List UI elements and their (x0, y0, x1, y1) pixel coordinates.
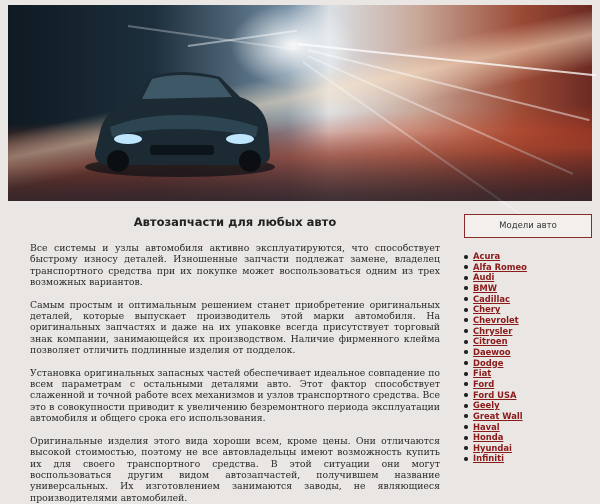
sidebar-item-chrysler[interactable]: Chrysler (464, 326, 592, 337)
sidebar-item-ford[interactable]: Ford (464, 379, 592, 390)
sidebar-item-ford-usa[interactable]: Ford USA (464, 390, 592, 401)
sidebar-item-infiniti[interactable]: Infiniti (464, 453, 592, 464)
sidebar-item-haval[interactable]: Haval (464, 422, 592, 433)
sidebar-item-alfa-romeo[interactable]: Alfa Romeo (464, 262, 592, 273)
article-paragraph: Установка оригинальных запасных частей обеспечивает идеальное совпадение по всем параметрам с остальными деталями авто. Этот фактор способствует слаженной и точной работе всех механизмов и узлов транспортного средства. Все это в совокупности приводит к увеличению безремонтного периода эксплуатации автомобиля и общего срока его использования. (30, 367, 440, 425)
sidebar-item-fiat[interactable]: Fiat (464, 368, 592, 379)
article-paragraph: Самым простым и оптимальным решением станет приобретение оригинальных деталей, которые выпускает производитель этой марки автомобиля. На оригинальных запчастях и даже на их упаковке всегда присутствует торговый знак компании, занимающейся их производством. Наличие фирменного клейма позволяет отличить подлинные изделия от подделок. (30, 299, 440, 357)
sidebar-item-chery[interactable]: Chery (464, 304, 592, 315)
models-list (464, 251, 592, 464)
car-image (80, 57, 280, 177)
models-sidebar (464, 214, 592, 464)
sidebar-item-chevrolet[interactable]: Chevrolet (464, 315, 592, 326)
sidebar-item-audi[interactable]: Audi (464, 272, 592, 283)
header-banner (8, 5, 592, 201)
sidebar-item-great-wall[interactable]: Great Wall (464, 411, 592, 422)
sidebar-item-citroen[interactable]: Citroen (464, 336, 592, 347)
sidebar-item-bmw[interactable]: BMW (464, 283, 592, 294)
sidebar-item-hyundai[interactable]: Hyundai (464, 443, 592, 454)
sidebar-item-dodge[interactable]: Dodge (464, 358, 592, 369)
sidebar-title: Модели авто (464, 214, 592, 238)
sidebar-item-acura[interactable]: Acura (464, 251, 592, 262)
sidebar-item-geely[interactable]: Geely (464, 400, 592, 411)
article-paragraph: Оригинальные изделия этого вида хороши всем, кроме цены. Они отличаются высокой стоимостью, поэтому не все автовладельцы имеют возможность купить их для своего транспортного средства. В этой ситуации они могут воспользоваться другим видом автозапчастей, получившем название универсальных. Их изготовлением занимаются заводы, не являющиеся производителями автомобилей. (30, 435, 440, 504)
sidebar-item-cadillac[interactable]: Cadillac (464, 294, 592, 305)
sidebar-item-daewoo[interactable]: Daewoo (464, 347, 592, 358)
article-paragraph: Все системы и узлы автомобиля активно эксплуатируются, что способствует быстрому износу деталей. Изношенные запчасти подлежат замене, владелец транспортного средства при их покупке может воспользоваться одним из трех возможных вариантов. (30, 243, 440, 289)
article (30, 208, 440, 504)
sidebar-item-honda[interactable]: Honda (464, 432, 592, 443)
article-title: Автозапчасти для любых авто (133, 215, 337, 229)
